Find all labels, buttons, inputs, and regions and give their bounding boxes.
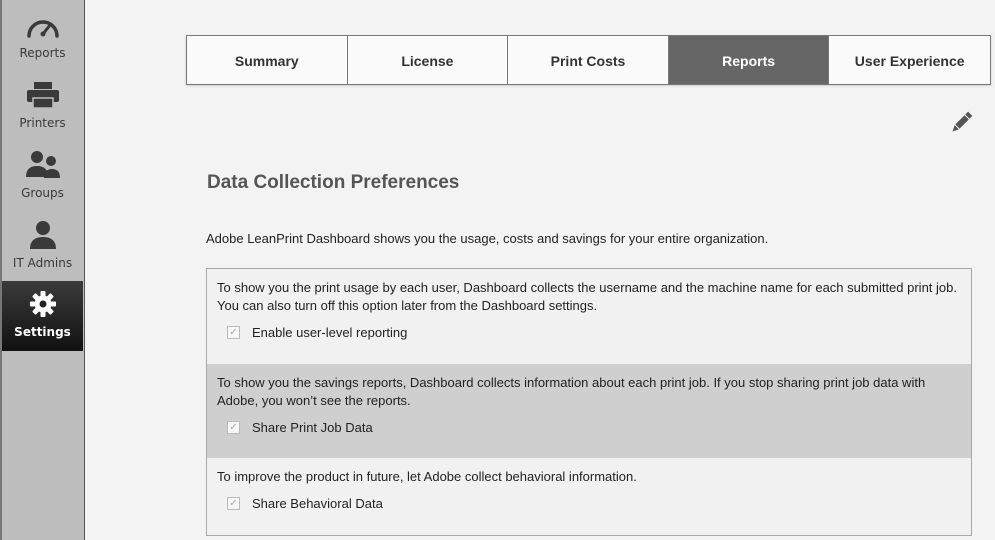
print-job-description: To show you the savings reports, Dashboard collects information about each print job. If you stop sharing print job data with Adobe, you won’t see the reports.: [217, 375, 926, 408]
user-reporting-description: To show you the print usage by each user, Dashboard collects the username and the machine name for each submitted print job. You can also turn off this option later from the Dashboard settings.: [217, 280, 957, 313]
printer-icon: [2, 78, 83, 112]
pencil-icon: [949, 111, 973, 135]
user-reporting-option[interactable]: [227, 325, 961, 340]
behavioral-checkbox[interactable]: ✓: [227, 497, 240, 510]
sidebar-item-label: IT Admins: [12, 256, 73, 270]
user-reporting-checkbox[interactable]: ✓: [227, 326, 240, 339]
print-job-option[interactable]: [227, 420, 961, 435]
behavioral-label: Share Behavioral Data: [252, 496, 383, 511]
print-job-checkbox[interactable]: ✓: [227, 421, 240, 434]
gear-icon: [2, 287, 83, 321]
sidebar-item-label: Settings: [14, 325, 71, 339]
sidebar-item-printers[interactable]: [2, 70, 83, 140]
print-job-block: [207, 364, 971, 458]
sidebar: [0, 0, 85, 540]
sidebar-item-label: Groups: [21, 186, 64, 200]
tab-user-experience[interactable]: User Experience: [854, 53, 965, 69]
print-job-label: Share Print Job Data: [252, 420, 373, 435]
sidebar-item-groups[interactable]: [2, 140, 83, 210]
edit-button[interactable]: [949, 111, 973, 135]
preferences-panel: [206, 268, 972, 536]
sidebar-item-label: Reports: [19, 46, 66, 60]
tab-reports[interactable]: Reports: [669, 36, 830, 84]
user-reporting-label: Enable user-level reporting: [252, 325, 408, 340]
settings-tabs: [186, 35, 991, 85]
tab-print-costs[interactable]: Print Costs: [508, 36, 669, 84]
tab-summary[interactable]: Summary: [187, 36, 348, 84]
intro-text: Adobe LeanPrint Dashboard shows you the usage, costs and savings for your entire organization.: [206, 231, 769, 246]
sidebar-item-it-admins[interactable]: [2, 210, 83, 280]
sidebar-item-settings[interactable]: [2, 281, 83, 351]
sidebar-item-label: Printers: [19, 116, 66, 130]
behavioral-description: To improve the product in future, let Adobe collect behavioral information.: [217, 469, 637, 484]
sidebar-item-reports[interactable]: [2, 0, 83, 70]
user-icon: [2, 218, 83, 252]
users-icon: [2, 148, 83, 182]
user-reporting-block: [207, 269, 971, 364]
tab-license[interactable]: License: [348, 36, 509, 84]
page-title: Data Collection Preferences: [207, 172, 460, 193]
behavioral-block: [207, 458, 971, 535]
gauge-icon: [2, 8, 83, 42]
behavioral-option[interactable]: [227, 496, 961, 511]
